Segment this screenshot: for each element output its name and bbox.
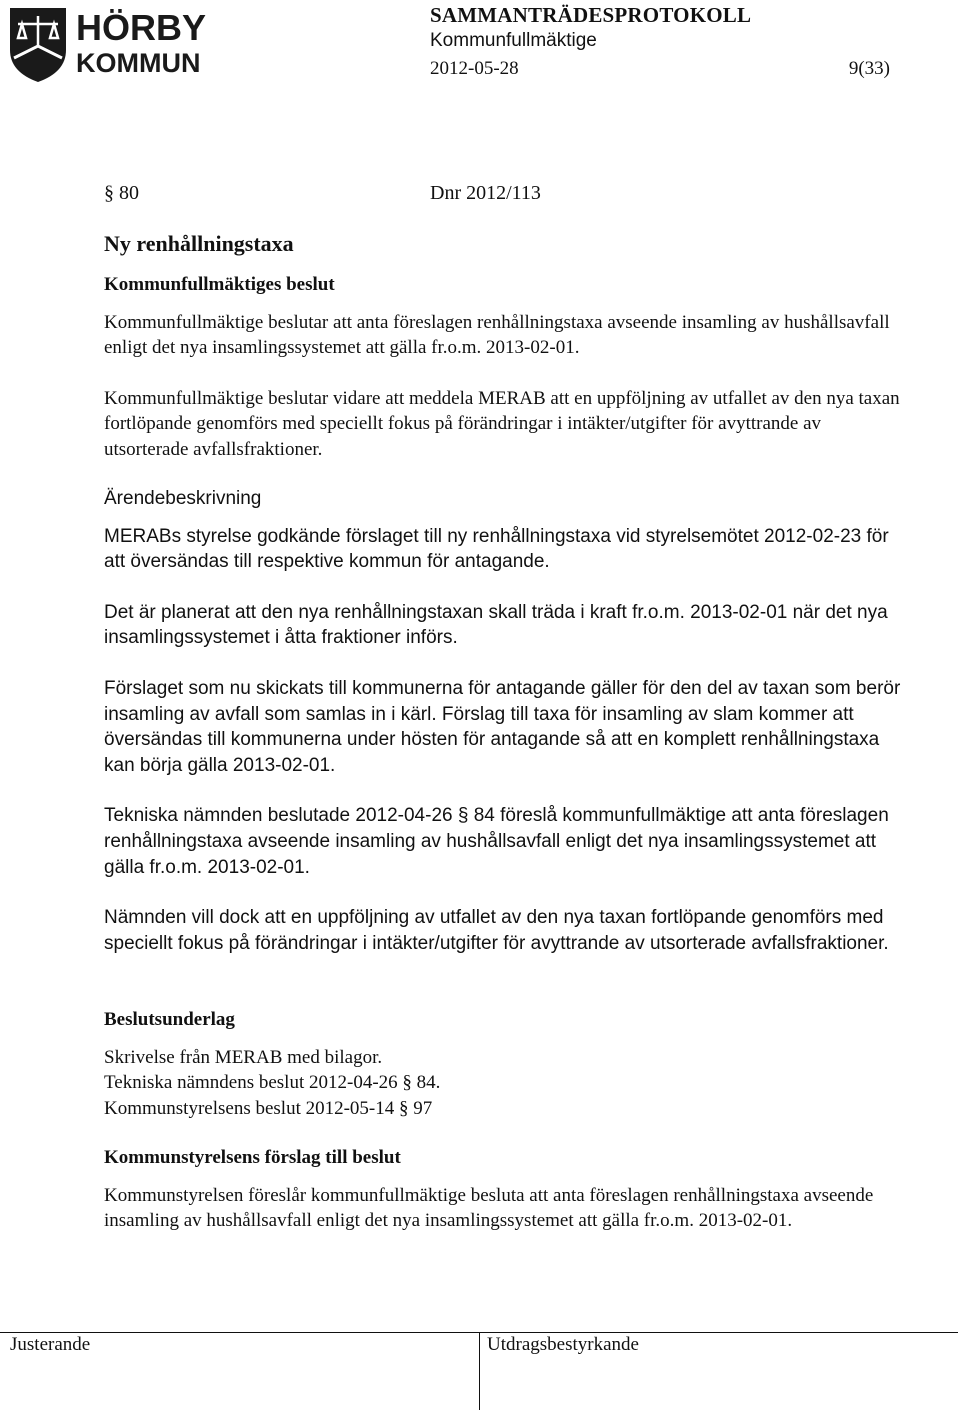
decision-paragraph-1: Kommunfullmäktige beslutar att anta föreslagen renhållningstaxa avseende insamling av hushållsavfall enligt det nya insamlingssystemet att gälla fr.o.m. 2013-02-01. <box>104 311 890 359</box>
decision-heading: Kommunfullmäktiges beslut <box>104 274 335 295</box>
decision-section <box>104 272 904 463</box>
page-title: Ny renhållningstaxa <box>104 231 294 256</box>
basis-item: Tekniska nämndens beslut 2012-04-26 § 84. <box>104 1072 441 1094</box>
case-paragraph-3: Förslaget som nu skickats till kommunerna för antagande gäller för den del av taxan som berör insamling av avfall som samlas in i kärl. Förslag till taxa för insamling av slam kommer att översändas till kommunerna under hösten för antagande så att en komplett renhållningstaxa kan börja gälla 2013-02-01. <box>104 677 901 776</box>
document-type: SAMMANTRÄDESPROTOKOLL <box>430 3 752 27</box>
footer-utdragsbestyrkande: Utdragsbestyrkande <box>487 1334 639 1355</box>
case-description-heading: Ärendebeskrivning <box>104 488 262 509</box>
case-description-section <box>104 486 904 956</box>
decision-basis-heading: Beslutsunderlag <box>104 1009 235 1030</box>
case-paragraph-5: Nämnden vill dock att en uppföljning av utfallet av den nya taxan fortlöpande genomförs med speciellt fokus på förändringar i intäkter/utgifter för avyttrande av utsorterade avfallsfraktioner. <box>104 907 889 954</box>
case-paragraph-2: Det är planerat att den nya renhållningstaxan skall träda i kraft fr.o.m. 2013-02-01 när det nya insamlingssystemet i åtta fraktioner införs. <box>104 601 888 649</box>
diary-number: Dnr 2012/113 <box>430 182 541 204</box>
footer-justerande: Justerande <box>10 1334 91 1355</box>
board-proposal-section <box>104 1145 904 1234</box>
meeting-date: 2012-05-28 <box>430 58 519 79</box>
board-proposal-paragraph: Kommunstyrelsen föreslår kommunfullmäktige besluta att anta föreslagen renhållningstaxa avseende insamling av hushållsavfall enligt det nya insamlingssystemet att gälla fr.o.m. 2013-02-01. <box>104 1184 874 1232</box>
footer-column-divider <box>479 1332 480 1410</box>
case-paragraph-4: Tekniska nämnden beslutade 2012-04-26 § 84 föreslå kommunfullmäktige att anta föreslagen renhållningstaxa avseende insamling av hushållsavfall enligt det nya insamlingssystemet att gälla fr.o.m. 2013-02-01. <box>104 805 889 878</box>
municipality-logo <box>8 6 207 84</box>
board-proposal-heading: Kommunstyrelsens förslag till beslut <box>104 1147 401 1168</box>
decision-basis-section <box>104 1007 904 1121</box>
paragraph-number: § 80 <box>104 182 139 204</box>
page-number: 9(33) <box>848 58 890 79</box>
date-page-row <box>430 54 890 84</box>
basis-item: Kommunstyrelsens beslut 2012-05-14 § 97 <box>104 1097 433 1119</box>
organ-name: Kommunfullmäktige <box>430 30 597 51</box>
coat-of-arms-icon <box>8 6 207 84</box>
logo-text-horby: HÖRBY <box>76 7 207 48</box>
logo-text-kommun: KOMMUN <box>76 48 201 78</box>
document-header <box>430 2 890 84</box>
basis-item: Skrivelse från MERAB med bilagor. <box>104 1046 383 1068</box>
case-paragraph-1: MERABs styrelse godkände förslaget till ny renhållningstaxa vid styrelsemötet 2012-02-23 för att översändas till respektive kommun för antagande. <box>104 525 889 573</box>
decision-paragraph-2: Kommunfullmäktige beslutar vidare att meddela MERAB att en uppföljning av utfallet av den nya taxan fortlöpande genomförs med speciellt fokus på förändringar i intäkter/utgifter för avyttrande av utsorterade avfallsfraktioner. <box>104 387 900 460</box>
